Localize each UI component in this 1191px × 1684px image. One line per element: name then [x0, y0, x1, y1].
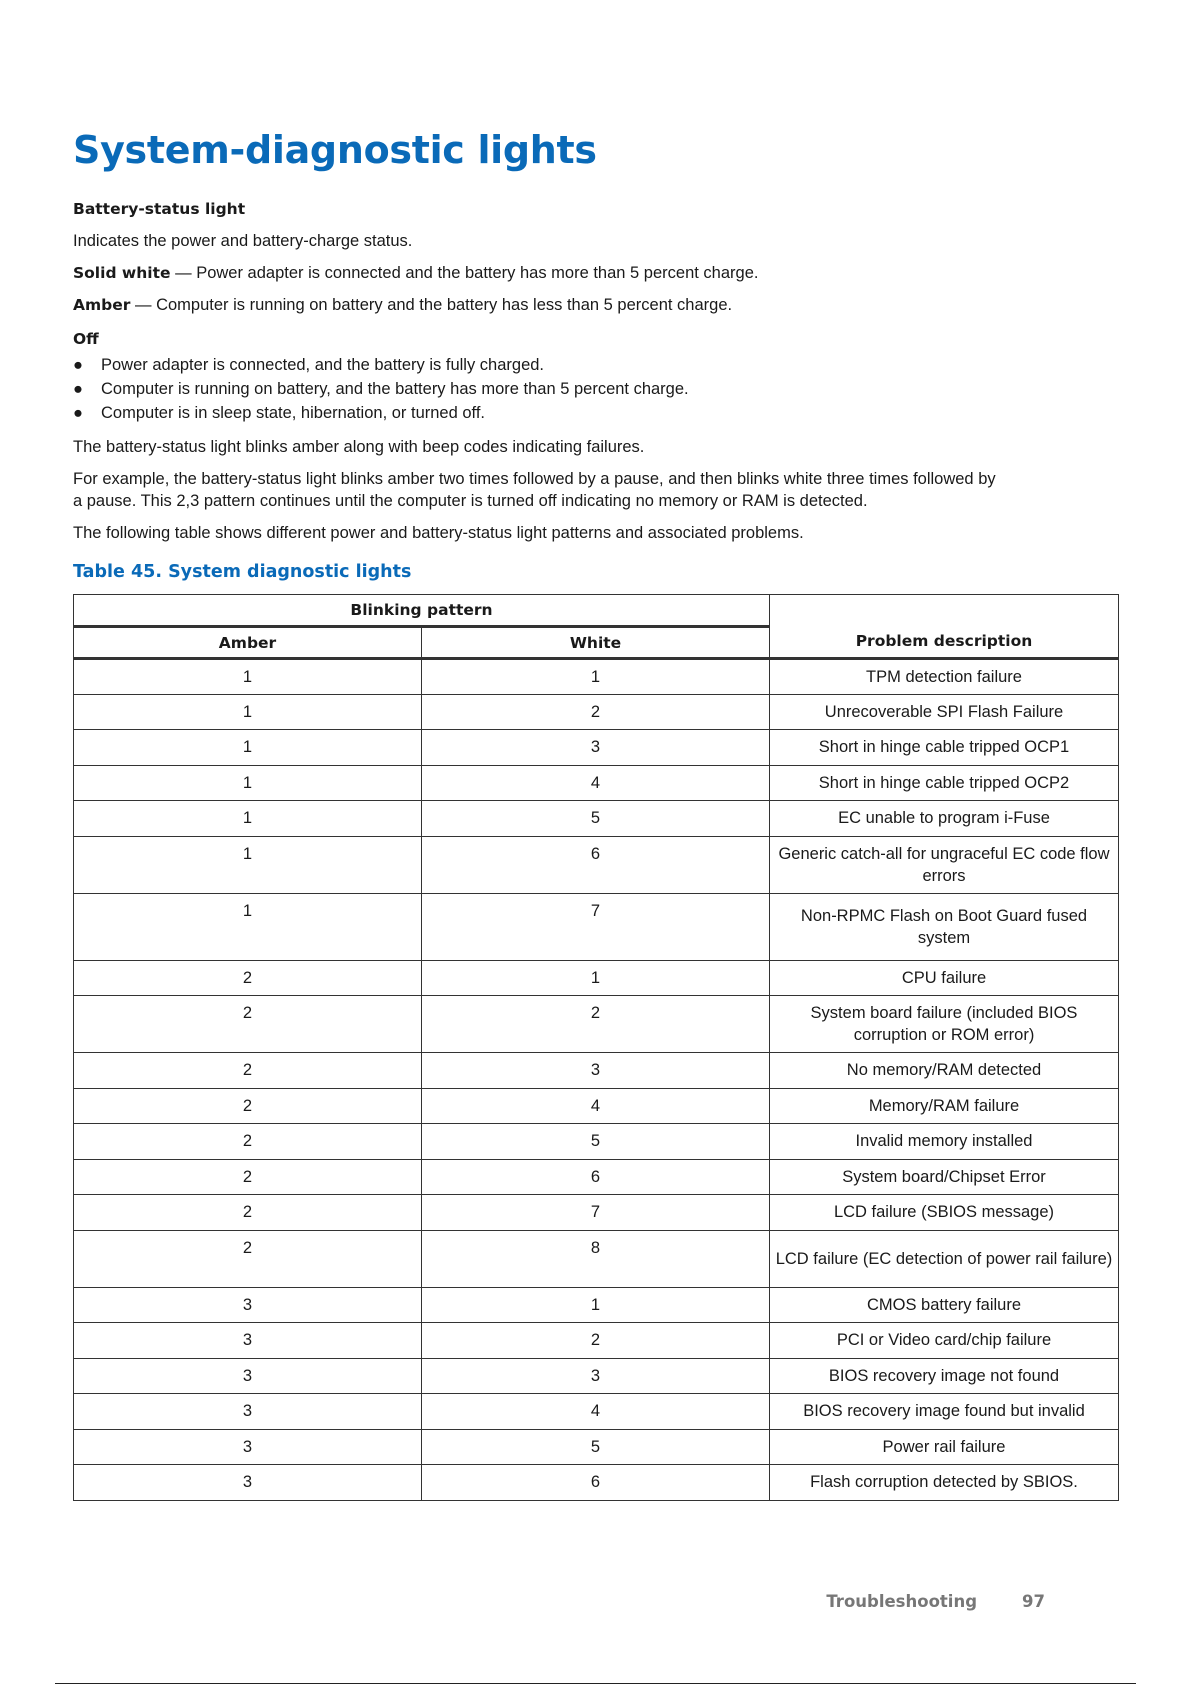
table-row [74, 801, 1119, 837]
amber-cell: 2 [74, 960, 422, 996]
problem-cell: LCD failure (SBIOS message) [770, 1195, 1119, 1231]
white-cell: 5 [422, 1429, 770, 1465]
amber-cell: 3 [74, 1323, 422, 1359]
bullet-text: Computer is running on battery, and the battery has more than 5 percent charge. [101, 380, 689, 398]
blinking-pattern-header: Blinking pattern [74, 595, 770, 627]
solid-white-text: — Power adapter is connected and the battery has more than 5 percent charge. [170, 264, 759, 282]
problem-cell: BIOS recovery image found but invalid [770, 1394, 1119, 1430]
table-row [74, 1159, 1119, 1195]
amber-cell: 3 [74, 1358, 422, 1394]
amber-cell: 1 [74, 659, 422, 695]
white-cell: 4 [422, 765, 770, 801]
bullet-text: Computer is in sleep state, hibernation, or turned off. [101, 404, 485, 422]
problem-cell: Short in hinge cable tripped OCP1 [770, 730, 1119, 766]
amber-line [73, 294, 732, 316]
amber-cell: 3 [74, 1465, 422, 1501]
bullet-icon: ● [73, 356, 83, 374]
amber-cell: 3 [74, 1394, 422, 1430]
problem-cell: System board/Chipset Error [770, 1159, 1119, 1195]
white-cell: 4 [422, 1394, 770, 1430]
amber-cell: 2 [74, 996, 422, 1053]
white-cell: 3 [422, 730, 770, 766]
example-paragraph-line-2: a pause. This 2,3 pattern continues until the computer is turned off indicating no memory or RAM is detected. [73, 492, 868, 510]
amber-cell: 1 [74, 836, 422, 893]
white-cell: 6 [422, 836, 770, 893]
white-cell: 4 [422, 1088, 770, 1124]
problem-description-header: Problem description [770, 595, 1119, 659]
problem-cell: Invalid memory installed [770, 1124, 1119, 1160]
amber-cell: 1 [74, 694, 422, 730]
table-intro-paragraph: The following table shows different power and battery-status light patterns and associated problems. [73, 524, 804, 542]
amber-cell: 2 [74, 1195, 422, 1231]
problem-cell: No memory/RAM detected [770, 1053, 1119, 1089]
problem-cell: Generic catch-all for ungraceful EC code flow errors [770, 836, 1119, 893]
table-row [74, 1124, 1119, 1160]
table-row [74, 1053, 1119, 1089]
off-heading: Off [73, 330, 99, 348]
table-row [74, 765, 1119, 801]
white-cell: 8 [422, 1230, 770, 1287]
table-row [74, 1358, 1119, 1394]
page-title: System-diagnostic lights [73, 128, 597, 172]
amber-cell: 3 [74, 1429, 422, 1465]
page-number: 97 [1022, 1592, 1045, 1611]
table-row [74, 1394, 1119, 1430]
problem-cell: CMOS battery failure [770, 1287, 1119, 1323]
problem-cell: Unrecoverable SPI Flash Failure [770, 694, 1119, 730]
table-row [74, 1287, 1119, 1323]
white-cell: 1 [422, 960, 770, 996]
amber-label: Amber [73, 296, 131, 314]
table-body [74, 659, 1119, 1501]
table-row [74, 836, 1119, 893]
solid-white-line [73, 262, 758, 284]
amber-cell: 2 [74, 1053, 422, 1089]
problem-cell: EC unable to program i-Fuse [770, 801, 1119, 837]
problem-cell: Power rail failure [770, 1429, 1119, 1465]
amber-column-header: Amber [74, 627, 422, 659]
blinks-paragraph: The battery-status light blinks amber along with beep codes indicating failures. [73, 438, 645, 456]
white-cell: 5 [422, 801, 770, 837]
table-row [74, 1465, 1119, 1501]
amber-cell: 3 [74, 1287, 422, 1323]
white-cell: 2 [422, 694, 770, 730]
table-row [74, 659, 1119, 695]
problem-cell: PCI or Video card/chip failure [770, 1323, 1119, 1359]
amber-text: — Computer is running on battery and the battery has less than 5 percent charge. [130, 296, 733, 314]
intro-text: Indicates the power and battery-charge status. [73, 232, 413, 250]
problem-cell: System board failure (included BIOS corruption or ROM error) [770, 996, 1119, 1053]
bullet-icon: ● [73, 404, 83, 422]
white-cell: 6 [422, 1465, 770, 1501]
solid-white-label: Solid white [73, 264, 171, 282]
table-row [74, 730, 1119, 766]
problem-cell: CPU failure [770, 960, 1119, 996]
table-row [74, 1429, 1119, 1465]
amber-cell: 1 [74, 730, 422, 766]
problem-cell: LCD failure (EC detection of power rail failure) [770, 1230, 1119, 1287]
table-row [74, 694, 1119, 730]
white-cell: 3 [422, 1053, 770, 1089]
white-column-header: White [422, 627, 770, 659]
table-row [74, 1088, 1119, 1124]
white-cell: 1 [422, 1287, 770, 1323]
white-cell: 6 [422, 1159, 770, 1195]
table-row [74, 1230, 1119, 1287]
table-row [74, 1195, 1119, 1231]
problem-cell: BIOS recovery image not found [770, 1358, 1119, 1394]
problem-cell: TPM detection failure [770, 659, 1119, 695]
list-item [73, 354, 544, 376]
footer-section: Troubleshooting [826, 1592, 978, 1611]
battery-status-heading: Battery-status light [73, 200, 246, 218]
amber-cell: 2 [74, 1088, 422, 1124]
table-row [74, 893, 1119, 960]
table-caption: Table 45. System diagnostic lights [73, 562, 412, 582]
white-cell: 2 [422, 1323, 770, 1359]
table-row [74, 996, 1119, 1053]
white-cell: 5 [422, 1124, 770, 1160]
table-row [74, 960, 1119, 996]
list-item [73, 402, 485, 424]
problem-cell: Short in hinge cable tripped OCP2 [770, 765, 1119, 801]
bullet-icon: ● [73, 380, 83, 398]
amber-cell: 1 [74, 765, 422, 801]
problem-cell: Memory/RAM failure [770, 1088, 1119, 1124]
problem-cell: Flash corruption detected by SBIOS. [770, 1465, 1119, 1501]
page-footer [826, 1592, 1045, 1611]
amber-cell: 2 [74, 1230, 422, 1287]
table-row [74, 1323, 1119, 1359]
bullet-text: Power adapter is connected, and the battery is fully charged. [101, 356, 545, 374]
white-cell: 3 [422, 1358, 770, 1394]
diagnostic-lights-table [73, 594, 1119, 1501]
amber-cell: 2 [74, 1159, 422, 1195]
problem-cell: Non-RPMC Flash on Boot Guard fused system [770, 893, 1119, 960]
amber-cell: 2 [74, 1124, 422, 1160]
list-item [73, 378, 689, 400]
amber-cell: 1 [74, 893, 422, 960]
example-paragraph-line-1: For example, the battery-status light blinks amber two times followed by a pause, and then blinks white three times followed by [73, 470, 996, 488]
white-cell: 7 [422, 893, 770, 960]
white-cell: 2 [422, 996, 770, 1053]
white-cell: 1 [422, 659, 770, 695]
amber-cell: 1 [74, 801, 422, 837]
white-cell: 7 [422, 1195, 770, 1231]
